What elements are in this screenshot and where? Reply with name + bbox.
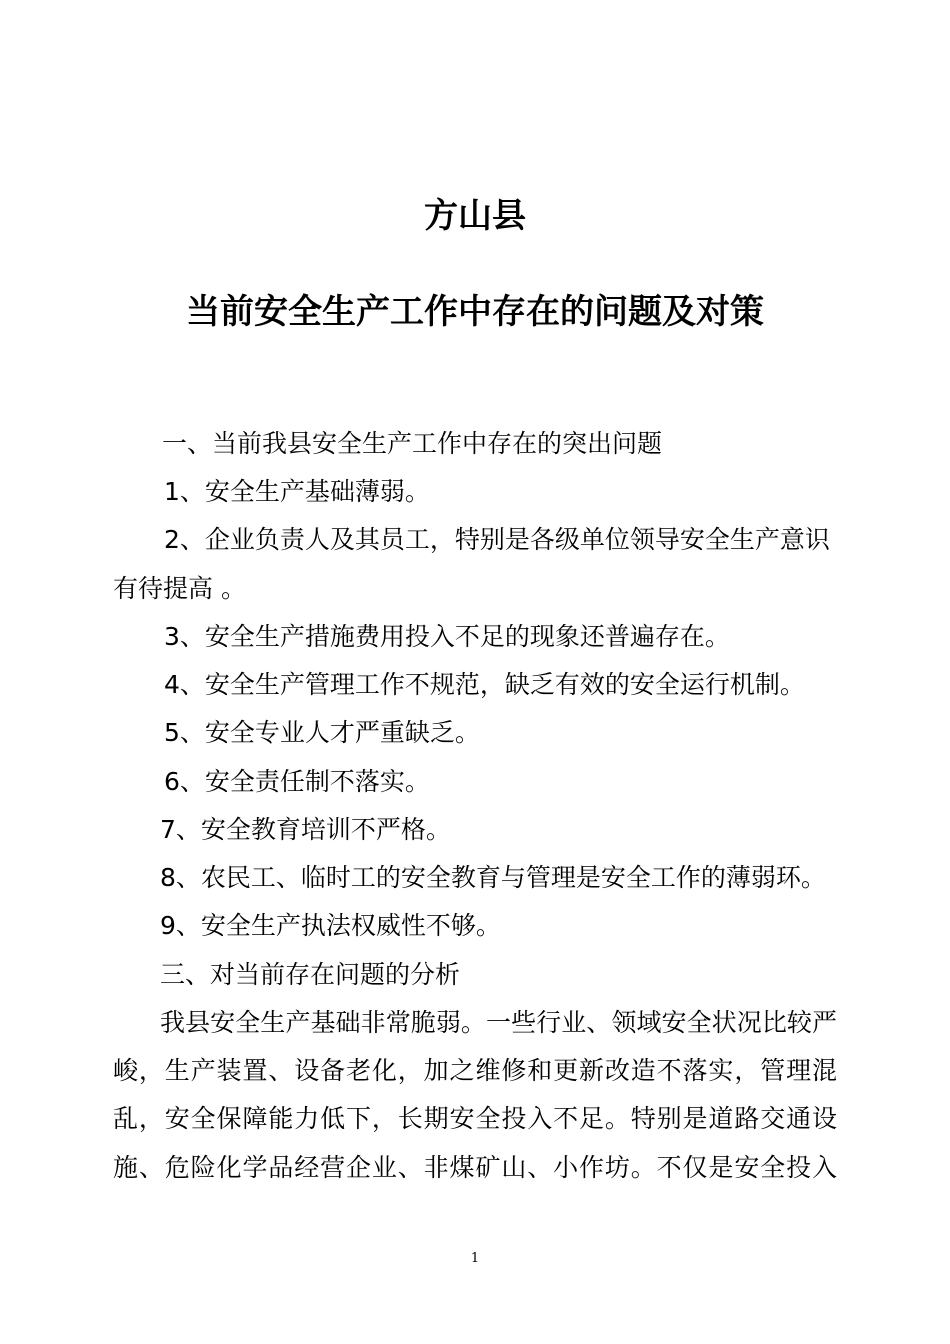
issue-item-2-line-1: 2、企业负责人及其员工，特别是各级单位领导安全生产意识 <box>164 525 830 554</box>
section-3-heading: 三、对当前存在问题的分析 <box>160 960 461 989</box>
analysis-line-3: 乱，安全保障能力低下，长期安全投入不足。特别是道路交通设 <box>113 1104 837 1133</box>
analysis-line-2: 峻，生产装置、设备老化，加之维修和更新改造不落实，管理混 <box>113 1056 837 1085</box>
issue-item-7: 7、安全教育培训不严格。 <box>160 815 451 844</box>
issue-item-3: 3、安全生产措施费用投入不足的现象还普遍存在。 <box>164 622 730 651</box>
issue-item-1: 1、安全生产基础薄弱。 <box>164 477 430 506</box>
issue-item-8: 8、农民工、临时工的安全教育与管理是安全工作的薄弱环。 <box>160 863 826 892</box>
issue-item-9: 9、安全生产执法权威性不够。 <box>160 911 501 940</box>
analysis-line-4: 施、危险化学品经营企业、非煤矿山、小作坊。不仅是安全投入 <box>113 1153 837 1182</box>
analysis-line-1: 我县安全生产基础非常脆弱。一些行业、领域安全状况比较严 <box>160 1008 837 1037</box>
section-1-heading: 一、当前我县安全生产工作中存在的突出问题 <box>162 429 663 458</box>
document-title-county: 方山县 <box>424 196 526 236</box>
issue-item-5: 5、安全专业人才严重缺乏。 <box>164 718 480 747</box>
issue-item-4: 4、安全生产管理工作不规范，缺乏有效的安全运行机制。 <box>164 670 805 699</box>
issue-item-6: 6、安全责任制不落实。 <box>164 767 430 796</box>
issue-item-2-line-2: 有待提高 。 <box>113 574 246 603</box>
document-title-main: 当前安全生产工作中存在的问题及对策 <box>186 292 764 332</box>
page-number: 1 <box>470 1251 480 1266</box>
